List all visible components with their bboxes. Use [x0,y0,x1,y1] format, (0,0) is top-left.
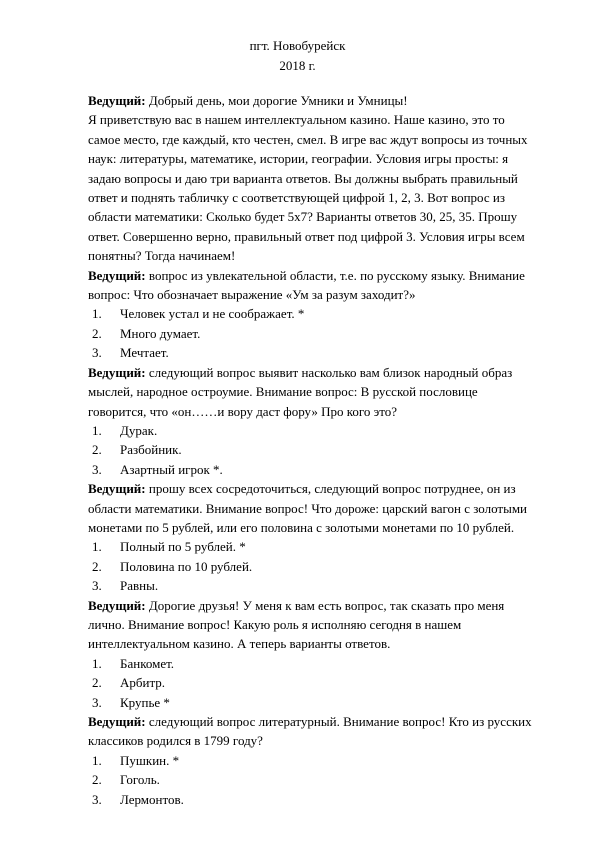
answer-option [88,557,536,576]
option-text: Лермонтов. [120,791,184,807]
header-place: пгт. Новобурейск [249,38,346,53]
option-text: Много думает. [120,325,201,341]
paragraph [88,712,536,751]
option-text: Банкомет. [120,655,175,671]
answer-option [88,673,536,692]
answer-list [88,537,536,595]
answer-option [88,654,536,673]
option-number: 2. [92,442,102,458]
answer-option [88,460,536,479]
option-number: 2. [92,325,102,341]
answer-option [88,421,536,440]
option-number: 1. [92,752,102,768]
paragraph [88,596,536,654]
option-text: Пушкин. * [120,752,180,768]
option-text: Дурак. [120,422,158,438]
paragraph-text: Я приветствую вас в нашем интеллектуальном казино. Наше казино, это то самое место, где каждый, кто честен, смел. В игре вас ждут вопросы из точных наук: литературы, математике, истории, географии. Условия игры просты: я задаю вопросы и даю три варианта ответов. Вы должны выбрать правильный ответ и поднять табличку с соответствующей цифрой 1, 2, 3. Вот вопрос из области математики: Сколько будет 5х7? Варианты ответов 30, 25, 35. Прошу ответ. Совершенно верно, правильный ответ под цифрой 3. Условия игры всем понятны? Тогда начинаем! [88,112,528,264]
answer-option [88,324,536,343]
option-number: 1. [92,306,102,322]
answer-list [88,751,536,809]
answer-option [88,751,536,770]
paragraph-text: следующий вопрос литературный. Внимание вопрос! Кто из русских классиков родился в 1799 году? [88,714,532,749]
paragraph-text: следующий вопрос выявит насколько вам близок народный образ мыслей, народное остроумие. Внимание вопрос: В русской пословице говорится, что «он……и вору даст фору» Про кого это? [88,364,513,419]
option-text: Полный по 5 рублей. * [120,539,246,555]
answer-option [88,304,536,323]
answer-option [88,440,536,459]
answer-option [88,537,536,556]
option-text: Арбитр. [120,675,166,691]
option-text: Крупье * [120,694,170,710]
answer-option [88,770,536,789]
option-text: Разбойник. [120,442,182,458]
paragraph [88,266,536,305]
option-text: Половина по 10 рублей. [120,558,253,574]
option-number: 2. [92,558,102,574]
speaker-label: Ведущий: [88,481,146,497]
answer-option [88,693,536,712]
option-text: Азартный игрок *. [120,461,223,477]
answer-option [88,790,536,809]
option-text: Равны. [120,578,159,594]
speaker-label: Ведущий: [88,364,146,380]
answer-option [88,576,536,595]
option-number: 3. [92,345,102,361]
option-number: 3. [92,461,102,477]
option-text: Мечтает. [120,345,169,361]
answer-list [88,421,536,479]
answer-list [88,654,536,712]
paragraph [88,110,536,265]
option-text: Человек устал и не соображает. * [120,306,305,322]
paragraph-text: Дорогие друзья! У меня к вам есть вопрос, так сказать про меня лично. Внимание вопрос! Какую роль я исполняю сегодня в нашем интеллектуальном казино. А теперь варианты ответов. [88,597,505,652]
answer-list [88,304,536,362]
paragraph-text: прошу всех сосредоточиться, следующий вопрос потруднее, он из области математики. Внимание вопрос! Что дороже: царский вагон с золотыми монетами по 5 рублей, или его половина с золотыми монетами по 10 рублей. [88,481,528,535]
speaker-label: Ведущий: [88,93,146,108]
option-number: 3. [92,791,102,807]
option-number: 1. [92,655,102,671]
document-body [88,91,536,809]
paragraph [88,479,536,537]
speaker-label: Ведущий: [88,597,146,613]
speaker-label: Ведущий: [88,714,146,729]
paragraph [88,91,536,110]
paragraph-text: вопрос из увлекательной области, т.е. по русскому языку. Внимание вопрос: Что обозначает выражение «Ум за разум заходит?» [88,267,525,303]
option-number: 3. [92,694,102,710]
option-text: Гоголь. [120,772,160,788]
paragraph-text: Добрый день, мои дорогие Умники и Умницы! [145,93,408,108]
option-number: 2. [92,772,102,788]
answer-option [88,343,536,362]
option-number: 3. [92,578,102,594]
option-number: 2. [92,675,102,691]
paragraph [88,363,536,421]
speaker-label: Ведущий: [88,267,146,283]
header-year: 2018 г. [279,58,316,73]
option-number: 1. [92,539,102,555]
option-number: 1. [92,422,102,438]
